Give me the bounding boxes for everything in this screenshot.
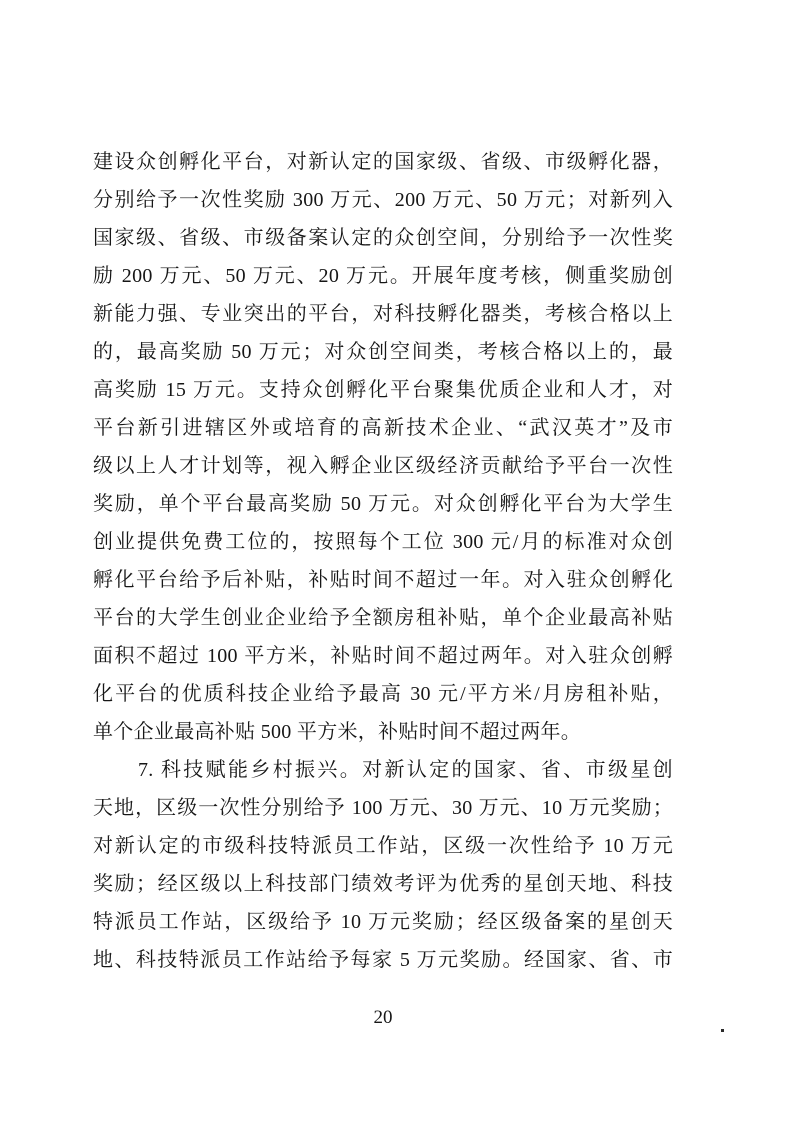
text-line: 孵化平台给予后补贴，补贴时间不超过一年。对入驻众创孵化 xyxy=(93,569,673,591)
text-line: 化平台的优质科技企业给予最高 30 元/平方米/月房租补贴， xyxy=(93,683,673,705)
text-line: 天地，区级一次性分别给予 100 万元、30 万元、10 万元奖励； xyxy=(93,797,673,819)
text-line: 新能力强、专业突出的平台，对科技孵化器类，考核合格以上 xyxy=(93,303,673,325)
text-line: 7. 科技赋能乡村振兴。对新认定的国家、省、市级星创 xyxy=(138,759,673,781)
text-line: 级以上人才计划等，视入孵企业区级经济贡献给予平台一次性 xyxy=(93,455,673,477)
page-number: 20 xyxy=(373,1007,393,1028)
text-block xyxy=(93,143,673,979)
text-line: 单个企业最高补贴 500 平方米，补贴时间不超过两年。 xyxy=(93,721,582,743)
text-line: 奖励；经区级以上科技部门绩效考评为优秀的星创天地、科技 xyxy=(93,873,673,895)
text-line: 高奖励 15 万元。支持众创孵化平台聚集优质企业和人才，对 xyxy=(93,379,673,401)
text-line: 的，最高奖励 50 万元；对众创空间类，考核合格以上的，最 xyxy=(93,341,673,363)
text-line: 奖励，单个平台最高奖励 50 万元。对众创孵化平台为大学生 xyxy=(93,493,673,515)
text-line: 国家级、省级、市级备案认定的众创空间，分别给予一次性奖 xyxy=(93,227,673,249)
text-line: 励 200 万元、50 万元、20 万元。开展年度考核，侧重奖励创 xyxy=(93,265,673,287)
text-line: 面积不超过 100 平方米，补贴时间不超过两年。对入驻众创孵 xyxy=(93,645,673,667)
scan-artifact-dot xyxy=(721,1029,724,1032)
text-line: 地、科技特派员工作站给予每家 5 万元奖励。经国家、省、市 xyxy=(93,949,673,971)
text-line: 平台新引进辖区外或培育的高新技术企业、“武汉英才”及市 xyxy=(93,417,673,439)
text-line: 建设众创孵化平台，对新认定的国家级、省级、市级孵化器， xyxy=(93,151,673,173)
text-line: 对新认定的市级科技特派员工作站，区级一次性给予 10 万元 xyxy=(93,835,673,857)
text-line: 平台的大学生创业企业给予全额房租补贴，单个企业最高补贴 xyxy=(93,607,673,629)
text-line: 特派员工作站，区级给予 10 万元奖励；经区级备案的星创天 xyxy=(93,911,673,933)
text-line: 创业提供免费工位的，按照每个工位 300 元/月的标准对众创 xyxy=(93,531,673,553)
text-line: 分别给予一次性奖励 300 万元、200 万元、50 万元；对新列入 xyxy=(93,189,673,211)
